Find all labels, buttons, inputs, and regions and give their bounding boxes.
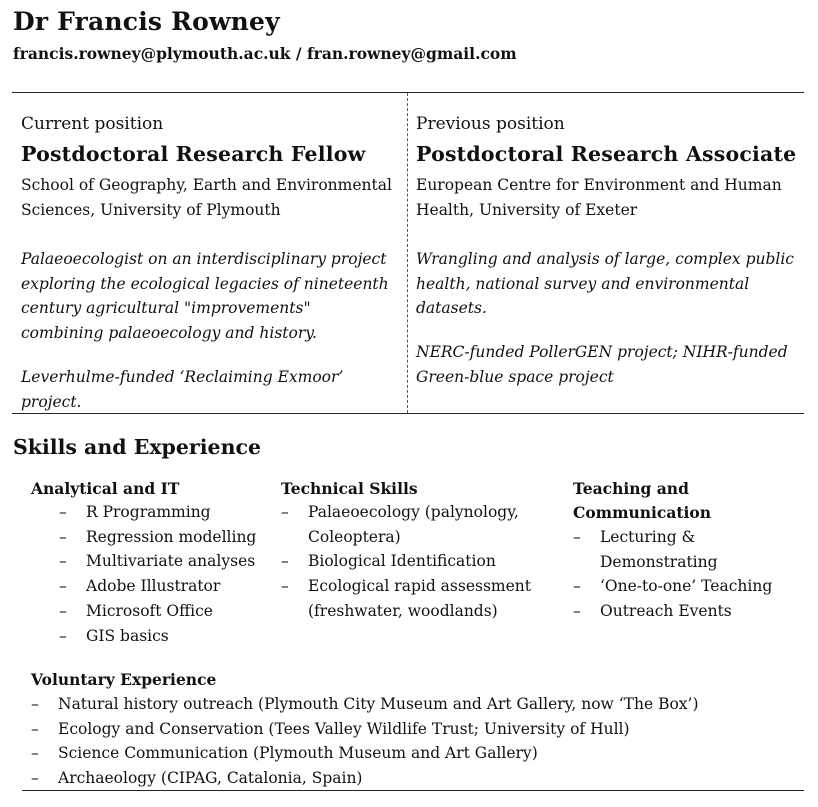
- skill-item: Adobe Illustrator: [86, 577, 221, 596]
- voluntary-item: Natural history outreach (Plymouth City Museum and Art Gallery, now ‘The Box’): [58, 695, 699, 713]
- skill-item: Microsoft Office: [86, 601, 213, 620]
- skill-item: Outreach Events: [600, 602, 732, 621]
- dash-marker: –: [59, 527, 67, 546]
- skills-column-heading: Analytical and IT: [31, 479, 180, 498]
- skill-item: Regression modelling: [86, 527, 257, 546]
- current-position-org: School of Geography, Earth and Environmental Sciences, University of Plymouth: [21, 176, 392, 219]
- skill-item: R Programming: [86, 503, 211, 521]
- list-item: [59, 500, 279, 525]
- voluntary-item: Archaeology (CIPAG, Catalonia, Spain): [58, 769, 363, 788]
- voluntary-list: [31, 692, 801, 791]
- dash-marker: –: [59, 626, 67, 645]
- previous-position-funding: NERC-funded PollerGEN project; NIHR-funded Green-blue space project: [416, 343, 788, 386]
- list-item: [59, 525, 279, 550]
- skills-list-technical: [281, 500, 546, 624]
- previous-position-description: Wrangling and analysis of large, complex public health, national survey and environmental datasets.: [416, 250, 794, 317]
- skill-item: Biological Identification: [308, 552, 496, 571]
- column-divider: [407, 93, 408, 413]
- current-position-label: Current position: [21, 114, 164, 134]
- list-item: [59, 624, 279, 649]
- list-item: [573, 525, 798, 574]
- voluntary-item: Ecology and Conservation (Tees Valley Wildlife Trust; University of Hull): [58, 719, 630, 738]
- list-item: [59, 549, 279, 574]
- voluntary-item: Science Communication (Plymouth Museum and Art Gallery): [58, 744, 538, 763]
- dash-marker: –: [31, 744, 39, 763]
- current-position-description: Palaeoecologist on an interdisciplinary project exploring the ecological legacies of nineteenth century agricultural "improvements" combining palaeoecology and history.: [21, 250, 389, 342]
- skill-item: ‘One-to-one’ Teaching: [600, 577, 773, 596]
- list-item: [573, 599, 798, 624]
- skill-item: Ecological rapid assessment (freshwater, woodlands): [308, 577, 531, 620]
- skills-list-teaching: [573, 525, 798, 624]
- dash-marker: –: [31, 719, 39, 738]
- dash-marker: –: [31, 769, 39, 788]
- cv-name: Dr Francis Rowney: [13, 7, 280, 36]
- dash-marker: –: [281, 503, 289, 521]
- list-item: [281, 574, 546, 623]
- skills-column-heading: Teaching and Communication: [573, 479, 712, 522]
- current-position-title: Postdoctoral Research Fellow: [21, 142, 366, 166]
- voluntary-heading: Voluntary Experience: [31, 670, 217, 689]
- previous-position-title: Postdoctoral Research Associate: [416, 142, 797, 166]
- list-item: [31, 717, 801, 742]
- dash-marker: –: [573, 528, 581, 546]
- dash-marker: –: [281, 552, 289, 571]
- list-item: [31, 741, 801, 766]
- dash-marker: –: [573, 577, 581, 596]
- dash-marker: –: [59, 577, 67, 596]
- skill-item: Multivariate analyses: [86, 552, 256, 571]
- bottom-rule: [22, 790, 804, 791]
- top-rule: [12, 92, 804, 93]
- current-position-funding: Leverhulme-funded ‘Reclaiming Exmoor’ project.: [21, 368, 344, 411]
- dash-marker: –: [59, 503, 67, 521]
- list-item: [59, 574, 279, 599]
- skills-section-title: Skills and Experience: [13, 435, 261, 459]
- list-item: [281, 549, 546, 574]
- list-item: [59, 599, 279, 624]
- dash-marker: –: [281, 577, 289, 596]
- skill-item: Palaeoecology (palynology, Coleoptera): [308, 503, 519, 546]
- skill-item: GIS basics: [86, 626, 169, 645]
- dash-marker: –: [59, 601, 67, 620]
- dash-marker: –: [573, 602, 581, 621]
- list-item: [573, 574, 798, 599]
- previous-position-org: European Centre for Environment and Human Health, University of Exeter: [416, 176, 782, 219]
- contact-emails: francis.rowney@plymouth.ac.uk / fran.rowney@gmail.com: [13, 44, 517, 63]
- skills-list-analytical: [59, 500, 279, 648]
- list-item: [31, 692, 801, 717]
- previous-position-label: Previous position: [416, 114, 565, 134]
- list-item: [31, 766, 801, 791]
- dash-marker: –: [59, 552, 67, 571]
- list-item: [281, 500, 546, 549]
- dash-marker: –: [31, 695, 39, 713]
- skills-column-heading: Technical Skills: [281, 479, 418, 498]
- skill-item: Lecturing & Demonstrating: [600, 528, 718, 571]
